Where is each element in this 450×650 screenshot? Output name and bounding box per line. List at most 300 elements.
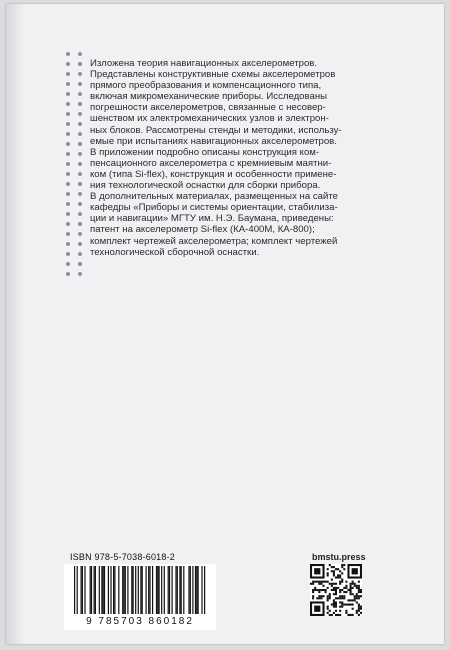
qr-module [333, 587, 335, 589]
barcode-bar [188, 566, 189, 614]
annotation-line: шенством их электромеханических узлов и электрон- [90, 113, 329, 125]
qr-module [333, 570, 335, 572]
qr-module [335, 587, 337, 589]
qr-module [318, 581, 320, 583]
barcode-bar [201, 566, 202, 614]
qr-module [327, 599, 329, 601]
qr-module [360, 595, 362, 597]
qr-module [339, 610, 341, 612]
qr-module [343, 591, 345, 593]
qr-module [333, 572, 335, 574]
barcode-bar [190, 566, 191, 614]
qr-module [327, 581, 329, 583]
isbn-label: ISBN 978-5-7038-6018-2 [70, 552, 175, 562]
decor-dot [78, 212, 82, 216]
qr-module [333, 612, 335, 614]
qr-module [333, 583, 335, 585]
qr-module [331, 585, 333, 587]
qr-module [356, 595, 358, 597]
qr-module [318, 583, 320, 585]
qr-module [343, 597, 345, 599]
qr-module [350, 591, 352, 593]
qr-module [358, 591, 360, 593]
qr-code [310, 564, 362, 616]
qr-module [329, 564, 331, 566]
barcode-bar [157, 566, 158, 614]
qr-module [335, 614, 337, 616]
qr-module [329, 583, 331, 585]
qr-module [333, 599, 335, 601]
qr-module [350, 614, 352, 616]
decor-dot [78, 242, 82, 246]
qr-module [341, 604, 343, 606]
decorative-dot-column [66, 52, 84, 276]
qr-module [322, 581, 324, 583]
qr-module [352, 568, 358, 574]
barcode-bar [99, 566, 100, 614]
barcode-bar [168, 566, 169, 614]
qr-module [339, 574, 341, 576]
decor-dot [66, 242, 70, 246]
barcode-bar [118, 566, 119, 614]
qr-module [341, 595, 343, 597]
qr-module [322, 589, 324, 591]
qr-module [352, 581, 354, 583]
qr-module [360, 591, 362, 593]
qr-module [345, 604, 347, 606]
spine-shadow [6, 4, 24, 644]
barcode-bar [183, 566, 184, 614]
decor-dot [78, 142, 82, 146]
annotation-line: кафедры «Приборы и системы ориентации, стабилиза- [90, 202, 338, 214]
qr-module [335, 583, 337, 585]
decor-dot [78, 182, 82, 186]
qr-module [360, 589, 362, 591]
qr-module [327, 608, 329, 610]
qr-module [339, 614, 341, 616]
qr-module [347, 604, 349, 606]
qr-module [333, 566, 335, 568]
qr-module [339, 591, 341, 593]
qr-module [337, 568, 339, 570]
qr-module [316, 597, 318, 599]
qr-module [335, 576, 337, 578]
qr-module [310, 583, 312, 585]
qr-module [327, 612, 329, 614]
decor-dot [66, 192, 70, 196]
qr-module [350, 604, 352, 606]
qr-module [341, 606, 343, 608]
decor-dot [78, 172, 82, 176]
qr-module [327, 606, 329, 608]
barcode-bar [198, 566, 199, 614]
decor-dot [78, 162, 82, 166]
barcode-digits: 9 785703 860182 [86, 616, 194, 627]
qr-module [341, 589, 343, 591]
qr-module [343, 595, 345, 597]
qr-module [352, 599, 354, 601]
decor-dot [78, 222, 82, 226]
qr-module [337, 614, 339, 616]
qr-module [316, 589, 318, 591]
barcode-bar [140, 566, 141, 614]
qr-module [331, 583, 333, 585]
decor-dot [66, 162, 70, 166]
qr-module [358, 585, 360, 587]
qr-module [354, 595, 356, 597]
qr-module [339, 576, 341, 578]
decor-dot [66, 152, 70, 156]
annotation-line: погрешности акселерометров, связанные с несовер- [90, 102, 326, 114]
qr-module [329, 610, 331, 612]
barcode-bar [123, 566, 124, 614]
qr-module [339, 583, 341, 585]
barcode-bar [95, 566, 96, 614]
qr-module [354, 585, 356, 587]
qr-module [314, 568, 320, 574]
barcode-bar [131, 566, 132, 614]
qr-module [341, 579, 343, 581]
qr-module [352, 608, 354, 610]
barcode-bar [135, 566, 136, 614]
barcode-bar [177, 566, 178, 614]
qr-module [331, 579, 333, 581]
qr-module [345, 587, 347, 589]
qr-module [318, 589, 320, 591]
decor-dot [66, 102, 70, 106]
qr-module [358, 610, 360, 612]
qr-module [358, 608, 360, 610]
qr-module [325, 581, 327, 583]
qr-module [314, 589, 316, 591]
qr-module [360, 606, 362, 608]
qr-module [314, 587, 316, 589]
qr-module [325, 591, 327, 593]
barcode-bar [181, 566, 182, 614]
qr-module [356, 587, 358, 589]
qr-module [345, 581, 347, 583]
barcode-bar [149, 566, 150, 614]
decor-dot [66, 272, 70, 276]
qr-module [335, 568, 337, 570]
qr-module [343, 604, 345, 606]
barcode-bar [114, 566, 115, 614]
annotation-line: технологической сборочной оснастки. [90, 246, 260, 258]
qr-module [333, 593, 335, 595]
decor-dot [66, 232, 70, 236]
barcode-bar [159, 566, 160, 614]
annotation-line: ных блоков. Рассмотрены стенды и методики, использу- [90, 124, 342, 136]
barcode-bar [127, 566, 128, 614]
qr-module [320, 583, 322, 585]
qr-module [356, 610, 358, 612]
qr-module [358, 589, 360, 591]
barcode-bar [110, 566, 111, 614]
qr-module [350, 593, 352, 595]
qr-module [329, 597, 331, 599]
qr-module [354, 599, 356, 601]
qr-module [333, 606, 335, 608]
barcode-bar [108, 566, 109, 614]
qr-module [345, 612, 347, 614]
qr-module [322, 585, 324, 587]
decor-dot [66, 92, 70, 96]
qr-module [345, 585, 347, 587]
qr-module [356, 597, 358, 599]
qr-module [325, 589, 327, 591]
qr-module [339, 581, 341, 583]
qr-module [354, 583, 356, 585]
decor-dot [78, 112, 82, 116]
decor-dot [66, 62, 70, 66]
annotation-line: емые при испытаниях навигационных акселерометров. [90, 135, 337, 147]
decor-dot [78, 52, 82, 56]
qr-module [327, 587, 329, 589]
decor-dot [66, 112, 70, 116]
decor-dot [78, 62, 82, 66]
decor-dot [66, 132, 70, 136]
barcode-bar [169, 566, 170, 614]
annotation-line: Представлены конструктивные схемы акселерометров [90, 69, 336, 81]
qr-module [350, 599, 352, 601]
decor-dot [78, 202, 82, 206]
qr-module [339, 606, 341, 608]
qr-module [358, 604, 360, 606]
qr-module [356, 585, 358, 587]
decor-dot [78, 152, 82, 156]
annotation-line: включая микромеханические приборы. Исследованы [90, 91, 328, 103]
isbn-barcode [64, 564, 216, 630]
barcode-bar [148, 566, 149, 614]
barcode-bar [103, 566, 104, 614]
barcode-bar [161, 566, 162, 614]
qr-module [360, 608, 362, 610]
qr-module [356, 612, 358, 614]
decor-dot [78, 262, 82, 266]
barcode-bar [91, 566, 92, 614]
qr-module [322, 595, 324, 597]
qr-module [337, 576, 339, 578]
annotation-line: ком (типа Si-flex), конструкция и особенности примене- [90, 168, 337, 180]
annotation-line: прямого преобразования и компенсационного типа, [90, 80, 322, 92]
qr-module [339, 597, 341, 599]
barcode-bar [81, 566, 82, 614]
decor-dot [78, 102, 82, 106]
qr-module [320, 589, 322, 591]
qr-module [356, 601, 358, 603]
qr-module [329, 614, 331, 616]
book-back-cover [6, 4, 444, 644]
qr-module [327, 568, 329, 570]
decor-dot [66, 142, 70, 146]
annotation-line: ния технологической оснастки для сборки прибора. [90, 180, 321, 192]
decor-dot [66, 222, 70, 226]
barcode-bar [104, 566, 105, 614]
qr-module [339, 570, 341, 572]
decor-dot [66, 122, 70, 126]
qr-module [343, 587, 345, 589]
annotation-text [90, 58, 398, 258]
decor-dot [66, 262, 70, 266]
qr-module [327, 574, 329, 576]
qr-module [358, 587, 360, 589]
qr-module [343, 568, 345, 570]
barcode-bar [172, 566, 173, 614]
qr-module [352, 593, 354, 595]
qr-module [312, 597, 314, 599]
qr-module [341, 581, 343, 583]
annotation-line: В дополнительных материалах, размещенных на сайте [90, 191, 338, 203]
barcode-bar [156, 566, 157, 614]
qr-module [347, 589, 349, 591]
decor-dot [66, 202, 70, 206]
qr-module [350, 589, 352, 591]
decor-dot [78, 82, 82, 86]
qr-module [337, 574, 339, 576]
qr-module [318, 595, 320, 597]
qr-module [352, 583, 354, 585]
qr-module [345, 591, 347, 593]
qr-module [352, 604, 354, 606]
barcode-bar [146, 566, 147, 614]
qr-module [358, 597, 360, 599]
qr-module [312, 589, 314, 591]
qr-module [358, 606, 360, 608]
decor-dot [66, 72, 70, 76]
qr-module [358, 614, 360, 616]
barcode-bar [196, 566, 197, 614]
qr-module [320, 597, 322, 599]
decor-dot [66, 182, 70, 186]
qr-module [329, 595, 331, 597]
decor-dot [66, 212, 70, 216]
annotation-line: патент на акселерометр Si-flex (КА-400М, КА-800); [90, 224, 315, 236]
barcode-bar [138, 566, 139, 614]
qr-module [337, 587, 339, 589]
qr-module [358, 581, 360, 583]
qr-module [350, 583, 352, 585]
decor-dot [78, 72, 82, 76]
qr-module [339, 589, 341, 591]
barcode-bar [125, 566, 126, 614]
barcode-bar [179, 566, 180, 614]
qr-module [335, 610, 337, 612]
qr-module [339, 601, 341, 603]
barcode-bar [82, 566, 83, 614]
barcode-bar [195, 566, 196, 614]
qr-module [335, 601, 337, 603]
qr-module [352, 614, 354, 616]
barcode-bar [133, 566, 134, 614]
qr-module [333, 589, 335, 591]
barcode-bar [101, 566, 102, 614]
annotation-line: Изложена теория навигационных акселерометров. [90, 58, 318, 69]
qr-module [335, 589, 337, 591]
qr-module [314, 606, 320, 612]
qr-module [352, 587, 354, 589]
barcode-bars [72, 566, 208, 616]
barcode-bar [175, 566, 176, 614]
barcode-bar [90, 566, 91, 614]
barcode-bar [164, 566, 165, 614]
qr-module [335, 606, 337, 608]
qr-module [347, 599, 349, 601]
qr-module [312, 583, 314, 585]
qr-module [327, 595, 329, 597]
qr-module [333, 574, 335, 576]
qr-module [331, 604, 333, 606]
barcode-bar [204, 566, 205, 614]
qr-module [331, 614, 333, 616]
qr-module [341, 572, 343, 574]
barcode-bar [192, 566, 193, 614]
qr-module [312, 591, 314, 593]
decor-dot [66, 52, 70, 56]
barcode-bar [94, 566, 95, 614]
qr-module [318, 597, 320, 599]
annotation-line: ции и навигации» МГТУ им. Н.Э. Баумана, приведены: [90, 213, 334, 225]
decor-dot [66, 252, 70, 256]
publisher-site: bmstu.press [312, 552, 366, 562]
decor-dot [66, 82, 70, 86]
qr-module [335, 591, 337, 593]
qr-module [318, 591, 320, 593]
annotation-line: комплект чертежей акселерометра; комплект чертежей [90, 235, 338, 247]
qr-module [350, 587, 352, 589]
qr-module [341, 597, 343, 599]
decor-dot [78, 192, 82, 196]
qr-module [335, 593, 337, 595]
qr-module [341, 566, 343, 568]
qr-module [331, 570, 333, 572]
qr-module [335, 604, 337, 606]
qr-module [329, 593, 331, 595]
decor-dot [66, 172, 70, 176]
qr-module [331, 566, 333, 568]
qr-module [345, 610, 347, 612]
decor-dot [78, 252, 82, 256]
qr-module [358, 595, 360, 597]
qr-module [327, 597, 329, 599]
decor-dot [78, 122, 82, 126]
qr-module [331, 589, 333, 591]
qr-module [360, 612, 362, 614]
qr-module [320, 595, 322, 597]
barcode-bar [77, 566, 78, 614]
qr-module [339, 595, 341, 597]
barcode-bar [152, 566, 153, 614]
decor-dot [78, 272, 82, 276]
annotation-line: В приложении подробно описаны конструкция ком- [90, 146, 320, 158]
qr-module [341, 564, 343, 566]
annotation-line: пенсационного акселерометра с кремниевым маятни- [90, 157, 332, 169]
qr-module [337, 597, 339, 599]
qr-module [327, 572, 329, 574]
barcode-bar [142, 566, 143, 614]
qr-module [320, 581, 322, 583]
qr-module [341, 601, 343, 603]
decor-dot [78, 92, 82, 96]
qr-module [333, 604, 335, 606]
barcode-bar [74, 566, 75, 614]
barcode-bar [122, 566, 123, 614]
qr-module [350, 585, 352, 587]
qr-module [312, 581, 314, 583]
qr-module [356, 593, 358, 595]
qr-module [354, 597, 356, 599]
qr-module [347, 614, 349, 616]
decor-dot [78, 132, 82, 136]
